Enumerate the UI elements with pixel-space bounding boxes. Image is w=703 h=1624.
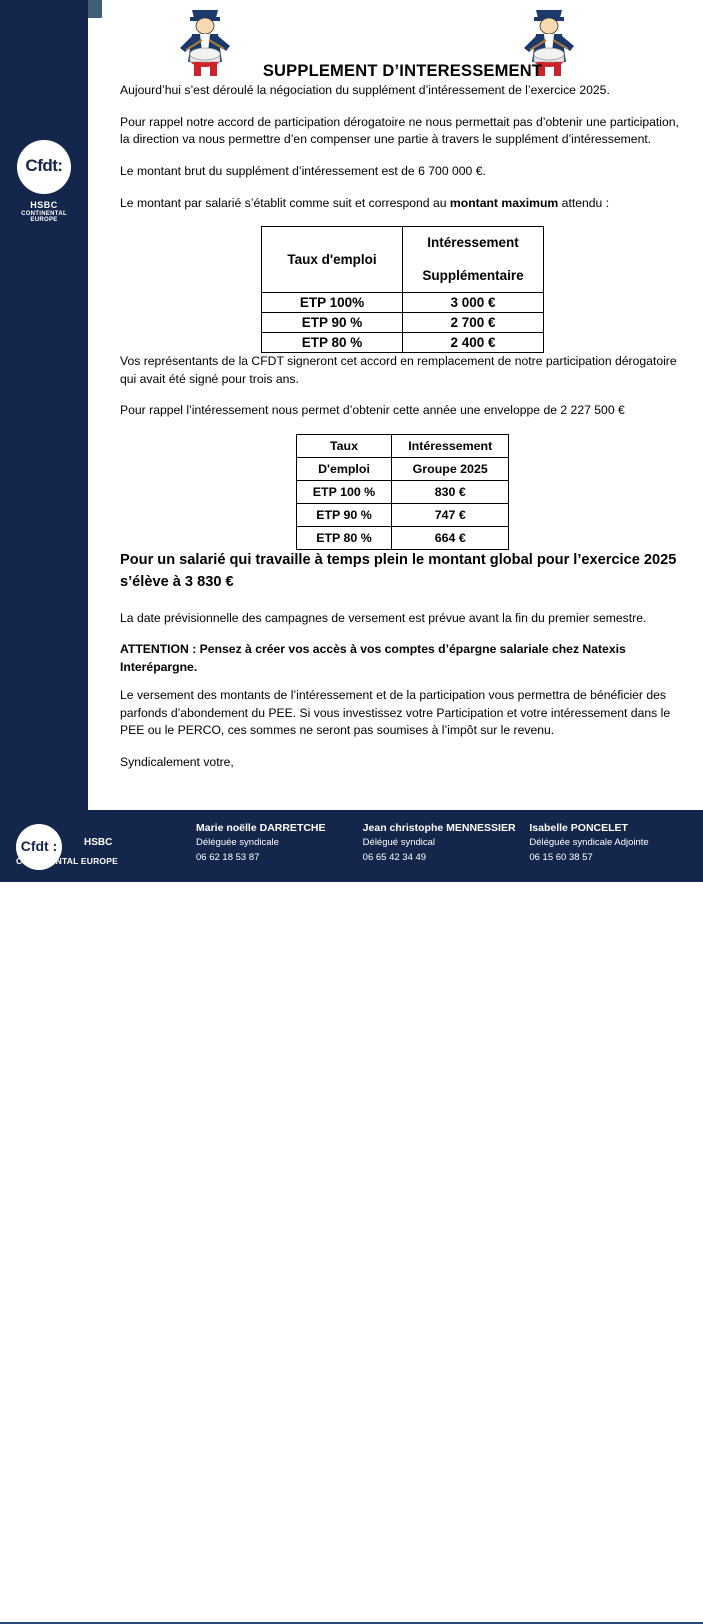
table-row-header-2	[296, 458, 508, 481]
paragraph-enveloppe: Pour rappel l’intéressement nous permet d’obtenir cette année une enveloppe de 2 227 500 €	[120, 403, 625, 418]
cfdt-logo-circle	[17, 140, 71, 194]
footer-bar	[0, 810, 703, 882]
table1-cell-montant-2: 2 400 €	[403, 332, 544, 352]
table-row	[296, 527, 508, 550]
left-bar-accent	[88, 0, 102, 18]
table-row	[262, 332, 544, 352]
table1-cell-montant-0: 3 000 €	[403, 292, 544, 312]
footer-logo	[16, 824, 186, 870]
contact-role: Délégué syndical	[362, 837, 436, 848]
table1-cell-taux-1: ETP 90 %	[262, 312, 403, 332]
footer-company-sub: CONTINENTAL EUROPE	[16, 856, 118, 866]
cfdt-logo	[14, 140, 74, 223]
table-row	[296, 481, 508, 504]
document-text	[102, 82, 703, 772]
table2-cell-taux-2: ETP 80 %	[296, 527, 391, 550]
table2-cell-taux-0: ETP 100 %	[296, 481, 391, 504]
contact-phone[interactable]: 06 62 18 53 87	[196, 852, 260, 863]
table-row	[296, 504, 508, 527]
paragraph-date-versement: La date prévisionnelle des campagnes de versement est prévue avant la fin du premier semestre.	[120, 610, 647, 625]
table-row	[262, 312, 544, 332]
paragraph-participation: Pour rappel notre accord de participation dérogatoire ne nous permettait pas d’obtenir une participation, la direction va nous permettre d’en compenser une partie à travers le supplément d’intéressement.	[120, 114, 679, 147]
contact-card	[363, 822, 530, 863]
cfdt-logo-text: Cfdt:	[25, 156, 63, 175]
table2-header-groupe: Groupe 2025	[392, 458, 509, 481]
table1-header-supplementaire: Supplémentaire	[403, 260, 544, 293]
footer-company-name: HSBC	[84, 837, 113, 848]
paragraph-highlight-total: Pour un salarié qui travaille à temps plein le montant global pour l’exercice 2025 s’élève à 3 830 €	[120, 552, 677, 590]
table1-cell-taux-0: ETP 100%	[262, 292, 403, 312]
paragraph-montant-salarie	[120, 195, 685, 213]
contact-card	[196, 822, 363, 863]
contact-name: Marie noëlle DARRETCHE	[196, 822, 326, 834]
table-interessement-groupe	[296, 434, 509, 550]
table2-header-demploi: D'emploi	[296, 458, 391, 481]
table-supplement-interessement	[261, 226, 544, 353]
table1-cell-montant-1: 2 700 €	[403, 312, 544, 332]
header-illustrations	[102, 0, 703, 82]
contact-name: Isabelle PONCELET	[529, 822, 628, 834]
contact-card	[529, 822, 696, 863]
table1-header-interessement: Intéressement	[403, 227, 544, 260]
logo-company-name: HSBC	[30, 200, 58, 210]
paragraph-pee-perco: Le versement des montants de l’intéressement et de la participation vous permettra de bénéficier des parfonds d’abondement du PEE. Si vous investissez votre Participation et votre intéressement dans le PEE ou le PERCO, ces sommes ne seront pas soumises à l’impôt sur le revenu.	[120, 687, 671, 738]
logo-company-sub: CONTINENTAL EUROPE	[21, 211, 67, 223]
paragraph-attention: ATTENTION : Pensez à créer vos accès à vos comptes d’épargne salariale chez Natexis Interépargne.	[120, 642, 626, 675]
text-bold-montant-maximum: montant maximum	[449, 195, 559, 210]
contact-phone[interactable]: 06 65 42 34 49	[362, 852, 427, 863]
footer-contacts	[196, 822, 696, 863]
table2-cell-montant-1: 747 €	[392, 504, 509, 527]
table-row-header	[296, 435, 508, 458]
contact-role: Déléguée syndicale	[196, 837, 279, 848]
footer-logo-text: Cfdt :	[20, 838, 58, 854]
table2-cell-taux-1: ETP 90 %	[296, 504, 391, 527]
document-body	[102, 0, 703, 810]
paragraph-montant-brut: Le montant brut du supplément d’intéressement est de 6 700 000 €.	[120, 164, 486, 179]
table-row-header	[262, 227, 544, 260]
table1-header-taux: Taux d'emploi	[262, 227, 403, 293]
left-sidebar-bar	[0, 0, 88, 882]
paragraph-signature-accord: Vos représentants de la CFDT signeront cet accord en remplacement de notre participation dérogatoire qui avait été signé pour trois ans.	[120, 353, 677, 386]
table2-header-interessement: Intéressement	[392, 435, 509, 458]
text-suffix: attendu :	[558, 195, 610, 210]
contact-phone[interactable]: 06 15 60 38 57	[529, 852, 593, 863]
table-row	[262, 292, 544, 312]
table2-cell-montant-0: 830 €	[392, 481, 509, 504]
table2-cell-montant-2: 664 €	[392, 527, 509, 550]
page-title: SUPPLEMENT D’INTERESSEMENT	[262, 62, 543, 80]
paragraph-closing: Syndicalement votre,	[120, 754, 234, 769]
contact-name: Jean christophe MENNESSIER	[362, 822, 516, 834]
paragraph-intro: Aujourd’hui s’est déroulé la négociation du supplément d’intéressement de l’exercice 2025.	[120, 83, 610, 97]
table1-cell-taux-2: ETP 80 %	[262, 332, 403, 352]
text-prefix: Le montant par salarié s’établit comme suit et correspond au	[120, 195, 450, 210]
contact-role: Déléguée syndicale Adjointe	[529, 837, 649, 848]
table2-header-taux: Taux	[296, 435, 391, 458]
